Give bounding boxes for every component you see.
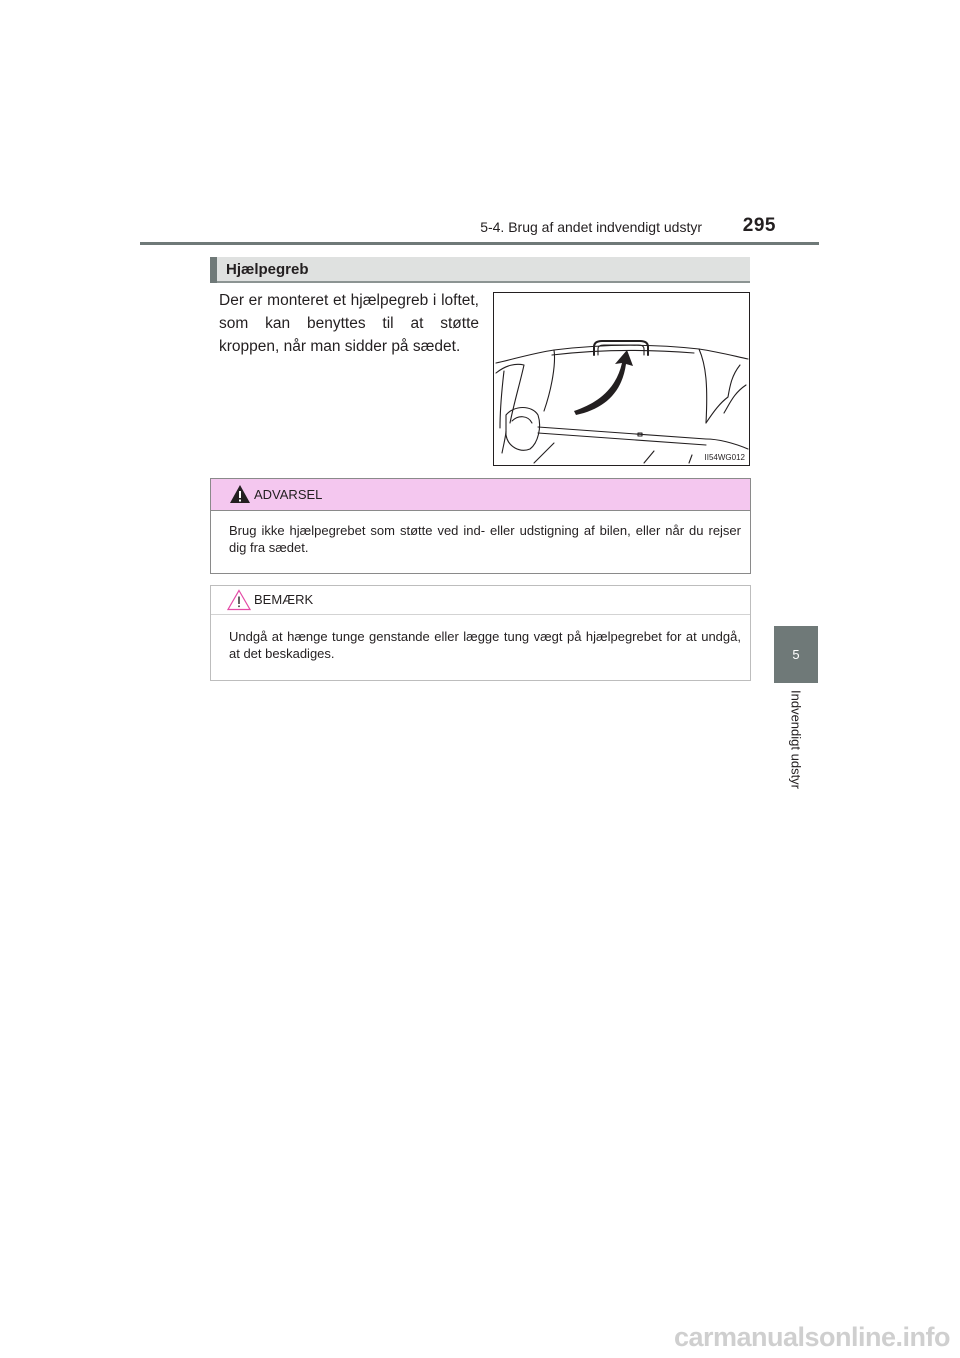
chapter-label-container — [774, 690, 818, 810]
watermark: carmanualsonline.info — [673, 1322, 950, 1352]
notice-box — [210, 585, 751, 681]
section-title: Hjælpegreb — [226, 261, 309, 278]
warning-box — [210, 478, 751, 574]
chapter-label: Indvendigt udstyr — [788, 690, 804, 790]
notice-header — [211, 586, 750, 615]
caution-triangle-icon — [227, 589, 251, 616]
page-number: 295 — [742, 215, 776, 236]
section-heading-bar — [210, 257, 750, 283]
assist-grip-illustration — [493, 292, 750, 466]
running-header-section: 5-4. Brug af andet indvendigt udstyr — [480, 219, 702, 235]
warning-triangle-icon — [229, 484, 251, 509]
car-interior-drawing — [494, 293, 749, 465]
notice-text: Undgå at hænge tunge genstande eller lægge tung vægt på hjælpegrebet for at undgå, at det beskadiges. — [229, 629, 741, 661]
notice-title: BEMÆRK — [254, 592, 314, 607]
section-body-text: Der er monteret et hjælpegreb i loftet, som kan benyttes til at støtte kroppen, når man sidder på sædet. — [219, 292, 479, 355]
warning-text: Brug ikke hjælpegrebet som støtte ved ind- eller udstigning af bilen, eller når du rejser dig fra sædet. — [229, 523, 741, 555]
figure-code: II54WG012 — [704, 453, 745, 462]
warning-title: ADVARSEL — [254, 487, 323, 502]
header-rule — [140, 242, 819, 245]
chapter-tab[interactable] — [774, 626, 818, 683]
chapter-number: 5 — [792, 647, 800, 662]
warning-header — [211, 479, 750, 511]
section-heading-accent — [210, 257, 217, 283]
